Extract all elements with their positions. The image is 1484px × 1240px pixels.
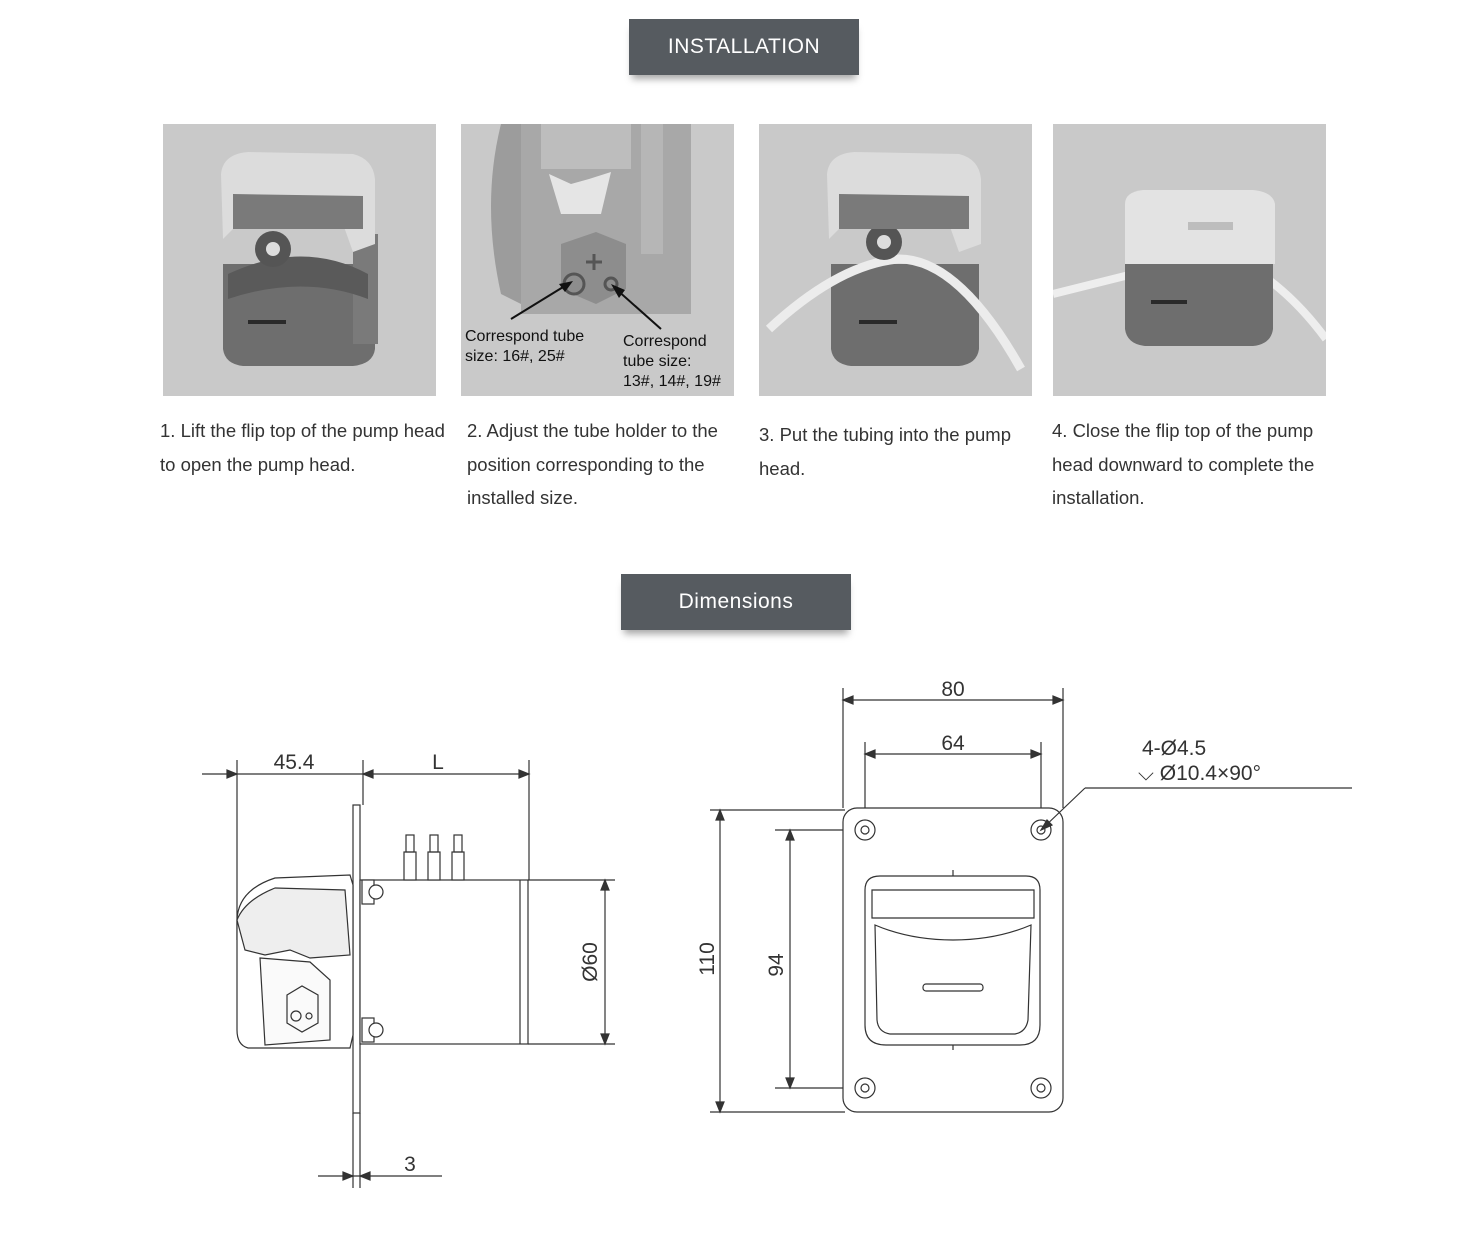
dim-motor-diameter: Ø60	[579, 942, 602, 982]
dim-overall-width: 80	[941, 678, 965, 701]
step-2-photo	[461, 124, 734, 396]
countersink-spec: ⌵ Ø10.4×90°	[1138, 762, 1261, 785]
annotation-left-line2: size: 16#, 25#	[465, 348, 565, 365]
step-1-photo	[163, 124, 436, 396]
pump-head-closed-photo	[1053, 124, 1326, 396]
dim-hole-spacing-y: 94	[765, 953, 788, 977]
dim-overall-height: 110	[696, 942, 719, 976]
step-4-caption: 4. Close the flip top of the pump head downward to complete the installation.	[1052, 420, 1315, 508]
installation-title: INSTALLATION	[629, 19, 859, 75]
dim-motor-length: L	[432, 751, 444, 774]
pump-head-with-tubing-photo	[759, 124, 1032, 396]
step-3-photo	[759, 124, 1032, 396]
step-3-caption: 3. Put the tubing into the pump head.	[759, 424, 1011, 479]
step-1-caption: 1. Lift the flip top of the pump head to open the pump head.	[160, 420, 445, 475]
annotation-right-line2: tube size:	[623, 353, 692, 370]
dim-head-length: 45.4	[273, 751, 315, 774]
dim-hole-spacing-x: 64	[941, 732, 965, 755]
mounting-holes-spec: 4-Ø4.5	[1142, 737, 1207, 760]
step-2-caption: 2. Adjust the tube holder to the position corresponding to the installed size.	[467, 420, 718, 508]
dim-plate-thickness: 3	[404, 1153, 416, 1176]
dimensions-title: Dimensions	[621, 574, 851, 630]
pump-head-open-photo	[163, 124, 436, 396]
annotation-right-line1: Correspond	[623, 333, 707, 350]
step-4-photo	[1053, 124, 1326, 396]
front-view-drawing	[690, 670, 1370, 1130]
side-view-drawing	[190, 740, 630, 1200]
tube-holder-closeup-photo	[461, 124, 734, 396]
annotation-right-line3: 13#, 14#, 19#	[623, 373, 721, 390]
annotation-left-line1: Correspond tube	[465, 328, 585, 345]
